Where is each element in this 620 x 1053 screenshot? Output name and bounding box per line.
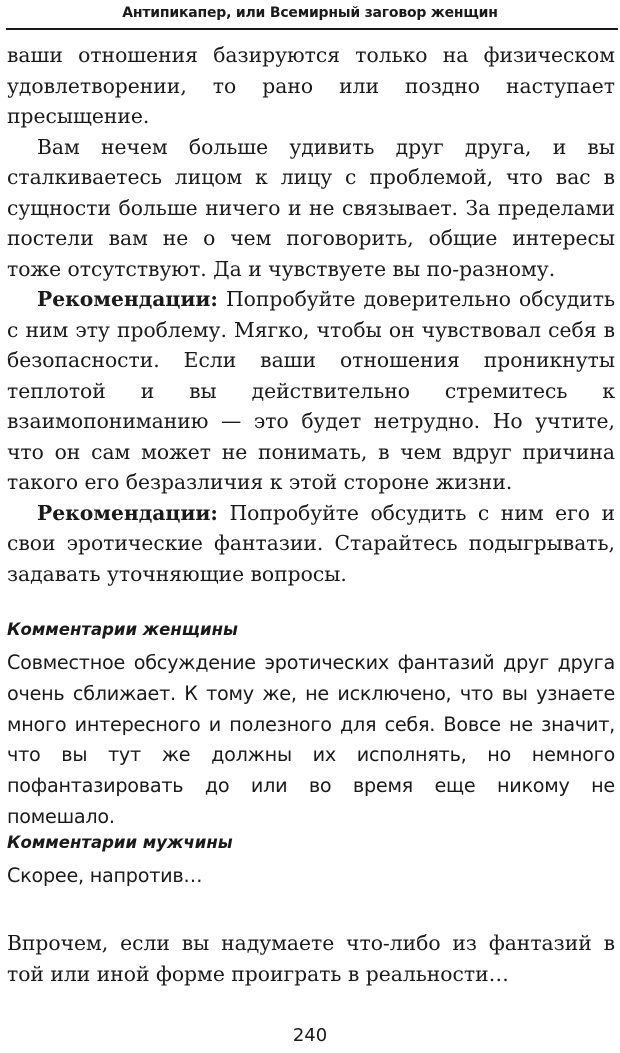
paragraph: Вам нечем больше удивить друг друга, и вы сталкиваетесь лицом к лицу с проблемой, что вас в сущности больше ничего и не связывает. За пределами постели вам не о чем поговорить, общие интересы тоже отсутствуют. Да и чувствуете вы по-разному. bbox=[7, 134, 615, 281]
recommendation-label: Рекомендации: bbox=[37, 500, 218, 525]
paragraph-continuation: ваши отношения базируются только на физическом удовлетворении, то рано или поздно наступает пресыщение. bbox=[7, 43, 615, 128]
men-comment-text: Скорее, напротив… bbox=[7, 864, 203, 887]
recommendation-text: Попробуйте доверительно обсудить с ним эту проблему. Мягко, чтобы он чувствовал себя в безопасности. Если ваши отношения проникнуты теплотой и вы действительно стремитесь к взаимопониманию — это будет нетрудно. Но учтите, что он сам может не понимать, в чем вдруг причина такого его безразличия к этой стороне жизни. bbox=[7, 287, 616, 494]
final-paragraph: Впрочем, если вы надумаете что-либо из фантазий в той или иной форме проиграть в реальности… bbox=[7, 931, 615, 986]
recommendation-label: Рекомендации: bbox=[37, 287, 218, 311]
recommendation-text: Попробуйте обсудить с ним его и свои эротические фантазии. Старайтесь подыгрывать, задавать уточняющие вопросы. bbox=[7, 500, 615, 586]
women-comment-text: Совместное обсуждение эротических фантазий друг друга очень сближает. К тому же, не исключено, что вы узнаете много интересного и полезного для себя. Вовсе не значит, что вы тут же должны их исполнять, но немного пофантазировать до или во время еще никому не помешало. bbox=[7, 651, 615, 828]
women-comment-section bbox=[7, 615, 615, 833]
men-comment-title: Комментарии мужчины bbox=[7, 833, 233, 852]
recommendation-paragraph bbox=[7, 284, 615, 498]
page-number: 240 bbox=[292, 1025, 328, 1046]
recommendation-paragraph bbox=[7, 498, 615, 590]
main-text bbox=[7, 40, 615, 589]
running-header: Антипикапер, или Всемирный заговор женщин bbox=[122, 5, 498, 21]
header-divider bbox=[6, 28, 618, 30]
women-comment-title: Комментарии женщины bbox=[7, 620, 238, 639]
men-comment-section bbox=[7, 828, 615, 892]
